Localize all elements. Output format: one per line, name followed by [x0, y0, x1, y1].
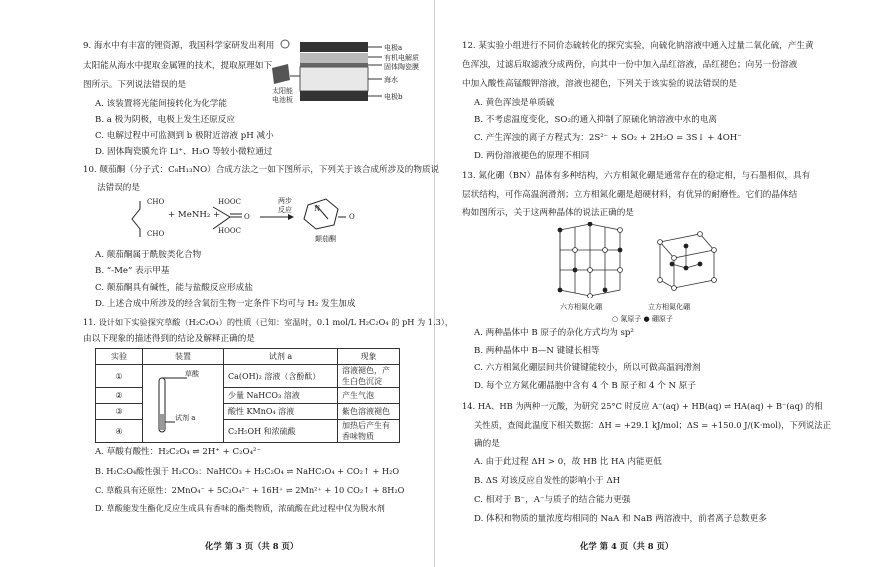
tropinone-o: O — [349, 213, 355, 221]
q13-option-d: D. 每个立方氮化硼晶胞中含有 4 个 B 原子和 4 个 N 原子 — [474, 381, 696, 391]
label-organic-electrolyte: 有机电解质 — [384, 54, 419, 62]
q11-experiment-table — [95, 348, 400, 443]
row-no: ④ — [96, 420, 143, 443]
test-tube-diagram — [147, 370, 217, 436]
header-apparatus: 装置 — [143, 349, 224, 365]
solar-panel-icon — [272, 64, 290, 84]
step-label-1: 两步 — [278, 197, 292, 205]
cho-bottom: CHO — [147, 230, 165, 238]
q13-stem-1: 13. 氮化硼（BN）晶体有多种结构，六方相氮化硼是通常存在的稳定相，与石墨相似，具有 — [462, 171, 811, 181]
organic-electrolyte — [300, 53, 368, 63]
q9-option-d: D. 固体陶瓷膜允许 Li⁺、H₂O 等较小微粒通过 — [95, 147, 273, 157]
q10-stem-2: 法错误的是 — [97, 183, 140, 193]
tropinone-n: N — [314, 205, 321, 213]
q12-option-a: A. 黄色浑浊是单质硫 — [474, 98, 555, 108]
q12-option-c: C. 产生浑浊的离子方程式为：2S²⁻ + SO₂ + 2H₂O = 3S↓ + 4OH⁻ — [474, 133, 742, 143]
q10-option-d: D. 上述合成中所涉及的经含氧衍生物一定条件下均可与 H₂ 发生加成 — [95, 299, 356, 309]
hooc-bottom: HOOC — [218, 227, 241, 235]
atom-legend: ○ 氮原子 ● 硼原子 — [612, 315, 673, 323]
q11-option-b: B. H₂C₂O₄酸性强于 H₂CO₃：NaHCO₃ + H₂C₂O₄ ⇌ NaHC₂O₄ + CO₂↑ + H₂O — [95, 466, 400, 476]
row-observation: 产生气泡 — [338, 388, 400, 404]
caption-hexagonal: 六方相氮化硼 — [560, 303, 602, 311]
q14-option-a: A. 由于此过程 ΔH > 0，故 HB 比 HA 内能更低 — [474, 457, 662, 467]
apparatus-cell — [143, 365, 224, 443]
q9-stem-3: 图所示。下列说法错误的是 — [83, 80, 187, 90]
table-header-row — [96, 349, 400, 365]
label-electrode-a: 电极a — [384, 44, 403, 52]
q13-option-a: A. 两种晶体中 B 原子的杂化方式均为 sp² — [474, 328, 634, 338]
table-row — [96, 404, 400, 420]
row-observation: 紫色溶液褪色 — [338, 404, 400, 420]
q14-option-d: D. 体积和物质的量浓度均相同的 NaA 和 NaB 两溶液中，前者离子总数更多 — [474, 514, 767, 524]
q14-option-c: C. 相对于 B⁻，A⁻与质子的结合能力更强 — [474, 495, 631, 505]
q12-stem-1: 12. 某实验小组进行不同价态硫转化的探究实验，向硫化钠溶液中通入过量二氧化硫，产生黄 — [462, 41, 814, 51]
q11-option-a: A. 草酸有酸性：H₂C₂O₄ ⇌ 2H⁺ + C₂O₄²⁻ — [95, 447, 262, 457]
q10-option-a: A. 颠茄酮属于酰胺类化合物 — [95, 250, 202, 260]
q13-option-c: C. 六方相氮化硼层间共价键键能较小，所以可做高温润滑剂 — [474, 363, 701, 373]
label-reagent-a: 试剂 a — [175, 414, 196, 422]
table-row — [96, 388, 400, 404]
cho-top: CHO — [147, 198, 165, 206]
header-reagent: 试剂 a — [224, 349, 338, 365]
q10-option-b: B. “-Me” 表示甲基 — [95, 266, 170, 276]
q9-option-b: B. a 极为阴极，电极上发生还原反应 — [95, 115, 235, 125]
electrode-a — [300, 42, 368, 52]
row-no: ① — [96, 365, 143, 388]
q11-stem-2: 由以下现象的描述得到的结论及解释正确的是 — [83, 334, 255, 344]
sun-icon — [281, 40, 289, 48]
q9-option-a: A. 该装置将光能间接转化为化学能 — [95, 99, 227, 109]
q14-stem-1: 14. HA、HB 为两种一元酸，为研究 25°C 时反应 A⁻(aq) + HB(aq) ⇌ HA(aq) + B⁻(aq) 的相 — [462, 401, 823, 411]
label-solar: 太阳能 — [272, 87, 293, 95]
row-observation: 溶液褪色，产生白色沉淀 — [338, 365, 400, 388]
step-label-2: 反应 — [278, 206, 292, 214]
electrolysis-apparatus — [270, 36, 430, 111]
seawater — [300, 67, 368, 91]
label-ceramic-membrane: 固体陶瓷膜 — [384, 63, 419, 71]
label-seawater: 海水 — [384, 76, 398, 84]
q12-stem-2: 色浑浊，过滤后取滤液分成两份，向其中一份中加入品红溶液，品红褪色；向另一份溶液 — [462, 60, 798, 70]
q10-option-c: C. 颠茄酮具有碱性，能与盐酸反应形成盐 — [95, 283, 253, 293]
tropinone-structure — [304, 199, 346, 229]
hooc-top: HOOC — [218, 198, 241, 206]
label-oxalic-acid: 草酸 — [185, 370, 199, 378]
row-reagent: Ca(OH)₂ 溶液（含酚酞） — [224, 365, 338, 388]
q14-stem-2: 关性质，查阅此温度下相关数据：ΔH = +29.1 kJ/mol；ΔS = +150.0 J/(K·mol)，下列说法正 — [474, 420, 831, 430]
row-reagent: 少量 NaHCO₃ 溶液 — [224, 388, 338, 404]
q12-stem-3: 中加入酸性高锰酸钾溶液，溶液也褪色，下列关于该实验的说法错误的是 — [462, 79, 738, 89]
table-row — [96, 365, 400, 388]
right-page — [438, 0, 870, 567]
q11-stem-1: 11. 设计如下实验探究草酸（H₂C₂O₄）的性质（已知：室温时，0.1 mol/L H₂C₂O₄ 的 pH 为 1.3）， — [83, 317, 454, 327]
page-divider — [434, 0, 435, 567]
row-reagent: 酸性 KMnO₄ 溶液 — [224, 404, 338, 420]
q9-stem-1: 9. 海水中有丰富的锂资源，我国科学家研发出利用 — [83, 41, 275, 51]
q11-option-d: D. 草酸能发生酯化反应生成具有香味的酯类物质，浓硫酸在此过程中仅为脱水剂 — [95, 503, 385, 513]
header-observation: 现象 — [338, 349, 400, 365]
table-row — [96, 420, 400, 443]
row-no: ③ — [96, 404, 143, 420]
left-page-footer: 化学 第 3 页（共 8 页） — [205, 541, 299, 551]
tropinone-name: 颠茄酮 — [315, 235, 336, 243]
row-observation: 加热后产生有香味物质 — [338, 420, 400, 443]
ceramic-membrane — [300, 63, 368, 67]
row-no: ② — [96, 388, 143, 404]
q12-option-d: D. 两份溶液褪色的原理不相同 — [474, 151, 590, 161]
q10-reagent: + MeNH₂ + — [168, 210, 221, 220]
q9-stem-2: 太阳能从海水中提取金属锂的技术，提取原理如下 — [83, 61, 273, 71]
q10-stem-1: 10. 颠茄酮（分子式：C₈H₁₃NO）合成方法之一如下图所示，下列关于该合成所涉及的物质说 — [83, 165, 440, 175]
q13-stem-3: 构如图所示，关于这两种晶体的说法正确的是 — [462, 208, 634, 218]
q13-option-b: B. 两种晶体中 B—N 键键长相等 — [474, 346, 600, 356]
ketone-o: O — [244, 213, 250, 221]
label-electrode-b: 电极b — [384, 93, 403, 101]
q11-option-c: C. 草酸具有还原性：2MnO₄⁻ + 5C₂O₄²⁻ + 16H⁺ ⇌ 2Mn²⁺ + 10 CO₂↑ + 8H₂O — [95, 485, 405, 495]
q13-stem-2: 层状结构，可作高温润滑剂；立方相氮化硼是超硬材料，有优异的耐磨性。它们的晶体结 — [462, 190, 798, 200]
row-reagent: C₂H₅OH 和浓硫酸 — [224, 420, 338, 443]
caption-cubic: 立方相氮化硼 — [648, 303, 690, 311]
header-experiment: 实验 — [96, 349, 143, 365]
electrode-b — [300, 91, 368, 101]
q12-option-b: B. 不考虑温度变化，SO₂的通入抑制了原硫化钠溶液中水的电离 — [474, 115, 718, 125]
right-page-footer: 化学 第 4 页（共 8 页） — [580, 541, 674, 551]
cubic-bn-structure — [652, 228, 720, 292]
hexagonal-bn-structure — [550, 222, 630, 298]
q14-stem-3: 确的是 — [474, 439, 500, 449]
q14-option-b: B. ΔS 对该反应自发性的影响小于 ΔH — [474, 476, 621, 486]
q9-option-c: C. 电解过程中可监测到 b 极附近溶液 pH 减小 — [95, 131, 274, 141]
label-panel: 电池板 — [272, 96, 293, 104]
